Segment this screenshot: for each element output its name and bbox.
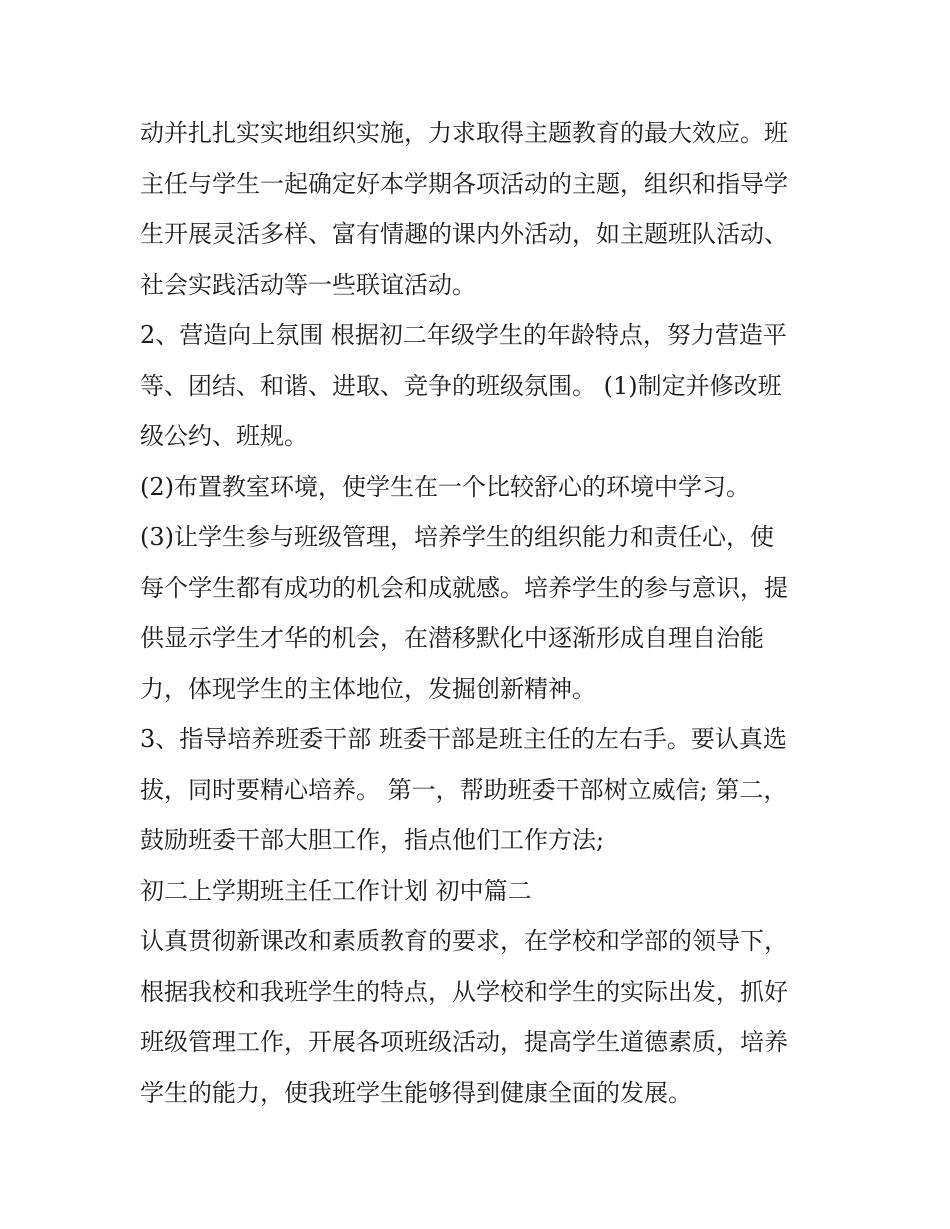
text-line: (3)让学生参与班级管理，培养学生的组织能力和责任心，使 <box>140 523 774 551</box>
text-line: 主任与学生一起确定好本学期各项活动的主题，组织和指导学 <box>140 169 788 198</box>
text-line: 根据我校和我班学生的特点，从学校和学生的实际出发，抓好 <box>140 977 788 1006</box>
text-line: 级公约、班规。 <box>140 422 308 450</box>
text-line: 3、指导培养班委干部 班委干部是班主任的左右手。要认真选 <box>140 725 787 753</box>
text-line: 供显示学生才华的机会，在潜移默化中逐渐形成自理自治能 <box>140 624 764 652</box>
section-heading: 初二上学期班主任工作计划 初中篇二 <box>140 876 532 905</box>
text-line: 社会实践活动等一些联谊活动。 <box>140 270 476 299</box>
text-line: 动并扎扎实实地组织实施，力求取得主题教育的最大效应。班 <box>140 119 788 147</box>
text-line: 生开展灵活多样、富有情趣的课内外活动，如主题班队活动、 <box>140 220 788 248</box>
text-line: 认真贯彻新课改和素质教育的要求，在学校和学部的领导下， <box>140 927 788 955</box>
text-line: 拔，同时要精心培养。 第一，帮助班委干部树立威信; 第二， <box>140 775 788 804</box>
text-line: 班级管理工作，开展各项班级活动，提高学生道德素质，培养 <box>140 1028 788 1056</box>
text-line: 等、团结、和谐、进取、竞争的班级氛围。 (1)制定并修改班 <box>140 371 782 400</box>
document-body <box>140 108 820 1118</box>
text-line: 鼓励班委干部大胆工作，指点他们工作方法; <box>140 826 605 854</box>
text-line: (2)布置教室环境，使学生在一个比较舒心的环境中学习。 <box>140 472 750 501</box>
text-line: 力，体现学生的主体地位，发掘创新精神。 <box>140 674 596 703</box>
text-line: 学生的能力，使我班学生能够得到健康全面的发展。 <box>140 1078 692 1107</box>
text-line: 每个学生都有成功的机会和成就感。培养学生的参与意识，提 <box>140 573 788 602</box>
text-line: 2、营造向上氛围 根据初二年级学生的年龄特点，努力营造平 <box>140 321 787 349</box>
